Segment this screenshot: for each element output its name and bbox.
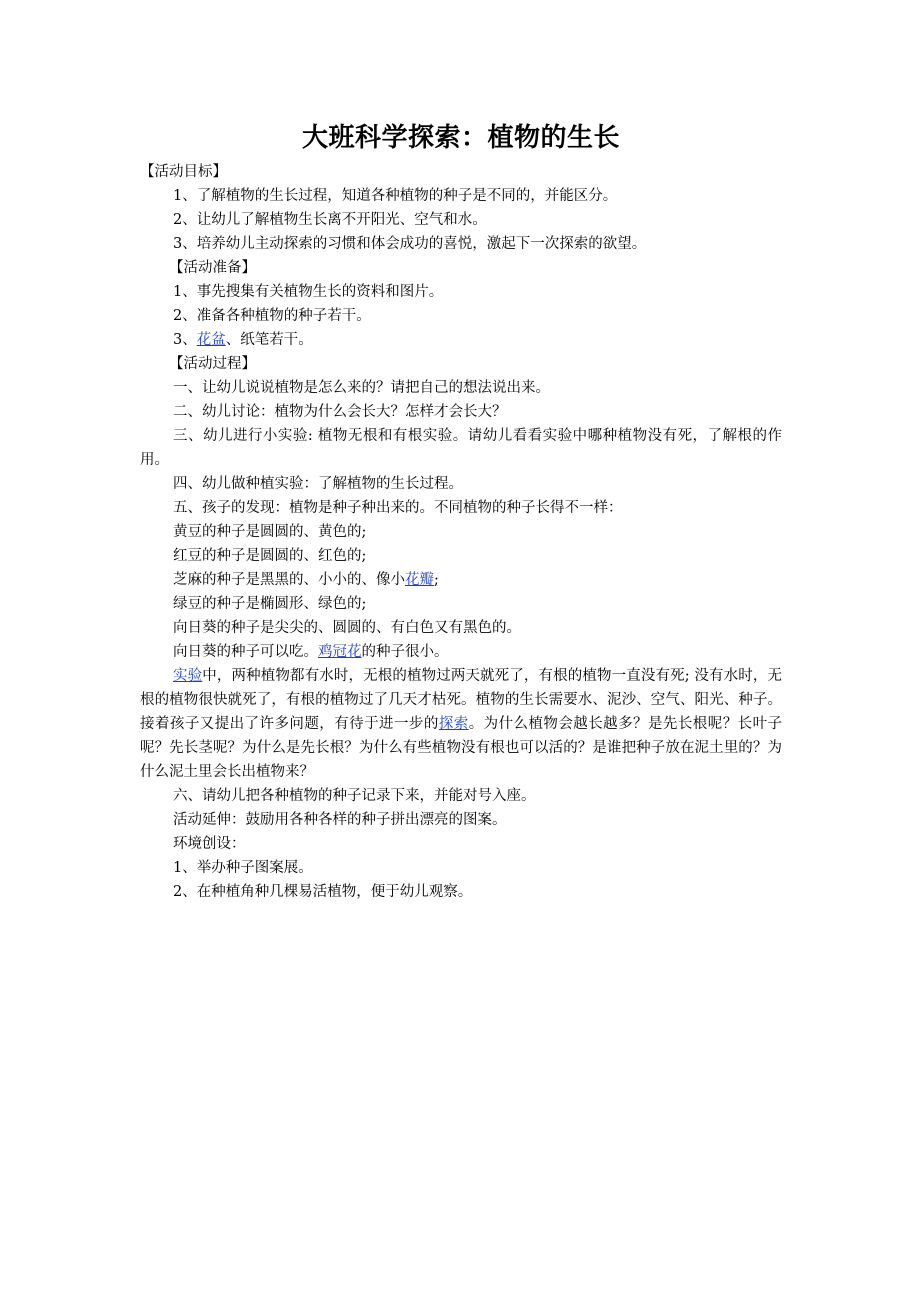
step-2: 二、幼儿讨论：植物为什么会长大？怎样才会长大？: [173, 404, 507, 420]
seed-3: [140, 568, 782, 592]
env-2: 2、在种植角种几棵易活植物，便于幼儿观察。: [173, 884, 473, 900]
seed-6-prefix: 向日葵的种子可以吃。: [173, 644, 318, 660]
process-heading: 【活动过程】: [169, 356, 256, 372]
flowerpot-link[interactable]: 花盆: [196, 332, 226, 348]
goal-3: 3、培养幼儿主动探索的习惯和体会成功的喜悦，激起下一次探索的欲望。: [173, 236, 647, 252]
prep-heading: 【活动准备】: [169, 260, 256, 276]
seed-3-suffix: ;: [434, 572, 439, 588]
step-6: 六、请幼儿把各种植物的种子记录下来，并能对号入座。: [173, 788, 536, 804]
experiment-link[interactable]: 实验: [173, 668, 203, 684]
goal-1: 1、了解植物的生长过程，知道各种植物的种子是不同的，并能区分。: [173, 188, 618, 204]
seed-6-suffix: 的种子很小。: [361, 644, 449, 660]
goals-heading: 【活动目标】: [140, 164, 227, 180]
seed-5: 向日葵的种子是尖尖的、圆圆的、有白色又有黑色的。: [173, 620, 521, 636]
goal-2: 2、让幼儿了解植物生长离不开阳光、空气和水。: [173, 212, 487, 228]
step-4: 四、幼儿做种植实验：了解植物的生长过程。: [173, 476, 463, 492]
prep-2: 2、准备各种植物的种子若干。: [173, 308, 371, 324]
step-1: 一、让幼儿说说植物是怎么来的？请把自己的想法说出来。: [173, 380, 550, 396]
document-page: [140, 118, 782, 904]
seed-6: [140, 640, 782, 664]
seed-4: 绿豆的种子是椭圆形、绿色的;: [173, 596, 367, 612]
env-1: 1、举办种子图案展。: [173, 860, 313, 876]
prep-3: [140, 328, 782, 352]
seed-2: 红豆的种子是圆圆的、红色的;: [173, 548, 367, 564]
prep-1: 1、事先搜集有关植物生长的资料和图片。: [173, 284, 444, 300]
explore-link[interactable]: 探索: [438, 716, 469, 732]
seed-1: 黄豆的种子是圆圆的、黄色的;: [173, 524, 367, 540]
prep-3-suffix: 、纸笔若干。: [225, 332, 313, 348]
experiment-paragraph: [140, 664, 782, 784]
seed-3-prefix: 芝麻的种子是黑黑的、小小的、像小: [173, 572, 405, 588]
petal-link[interactable]: 花瓣: [405, 572, 434, 588]
extension: 活动延伸：鼓励用各种各样的种子拼出漂亮的图案。: [173, 812, 507, 828]
experiment-text-1: 中，两种植物都有水时，无根的植物过两天就死了，有根的植物一直没有死; 没有水时，无根的植物很快就死了，有根的植物过了几天才枯死。植物的生长需要水、泥沙、空气、阳光、种子。接着孩子又提出了许多问题，有待于进一步的: [140, 668, 782, 732]
cockscomb-link[interactable]: 鸡冠花: [318, 644, 362, 660]
experiment-text-2: 。为什么植物会越长越多？是先长根呢？长叶子呢？先长茎呢？为什么是先长根？为什么有些植物没有根也可以活的？是谁把种子放在泥土里的？为什么泥土里会长出植物来？: [140, 716, 783, 780]
prep-3-prefix: 3、: [173, 332, 197, 348]
env-heading: 环境创设：: [173, 836, 246, 852]
step-3: 三、幼儿进行小实验: 植物无根和有根实验。请幼儿看看实验中哪种植物没有死，了解根的作用。: [140, 428, 782, 468]
step-5: 五、孩子的发现：植物是种子种出来的。不同植物的种子长得不一样：: [173, 500, 623, 516]
page-title: 大班科学探索：植物的生长: [301, 123, 620, 153]
